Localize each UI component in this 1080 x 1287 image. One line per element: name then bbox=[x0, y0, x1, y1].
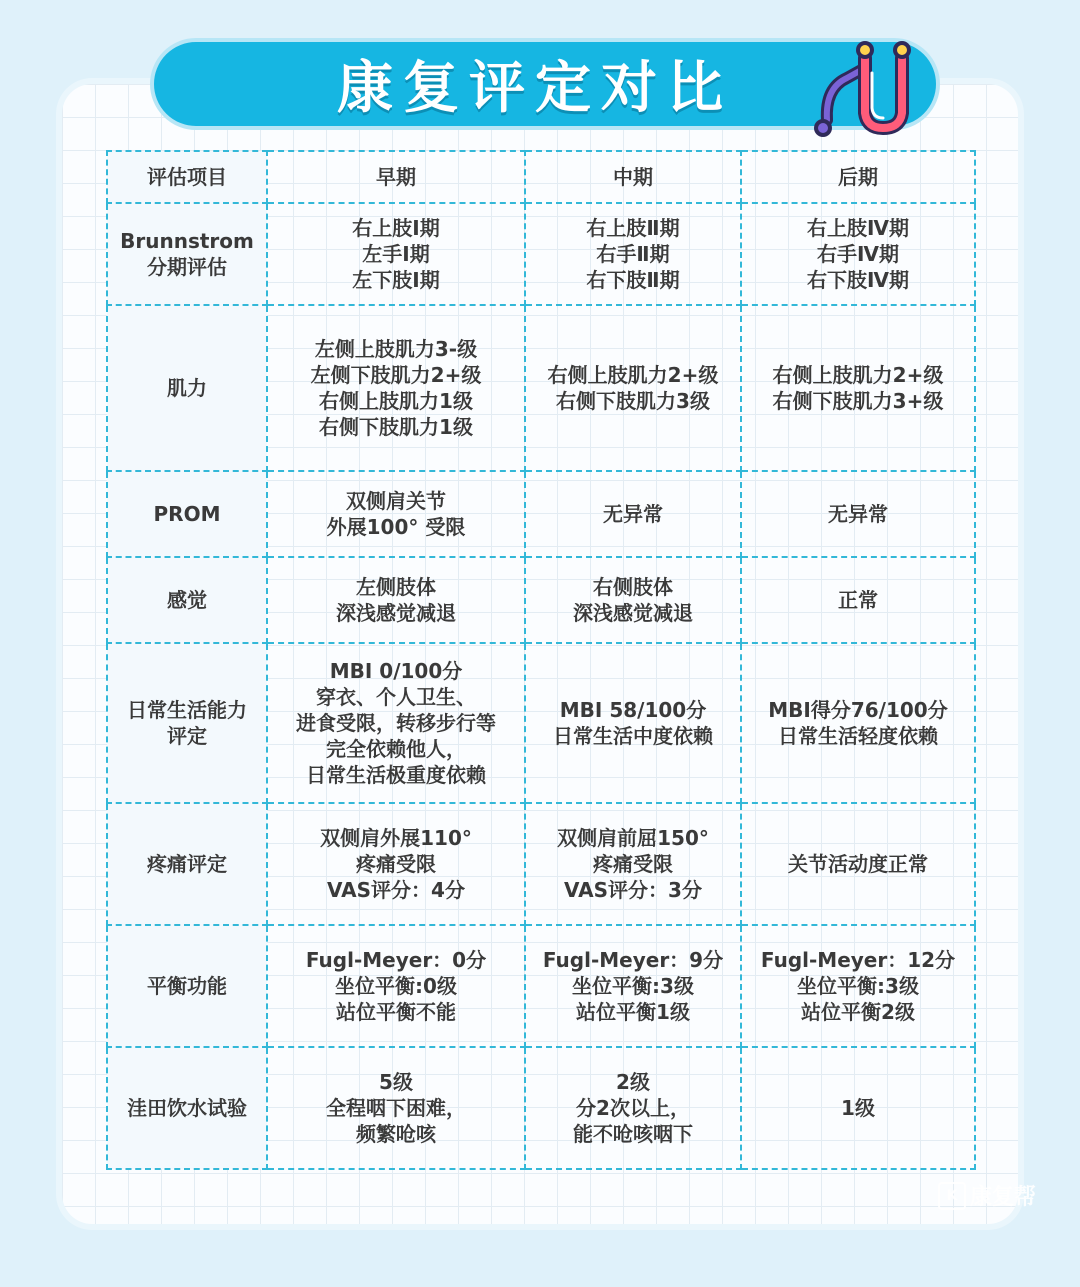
cell-line: 2级 bbox=[616, 1070, 650, 1094]
cell-line: MBI 0/100分 bbox=[329, 659, 463, 683]
row-label-line: 疼痛评定 bbox=[147, 852, 227, 876]
header-row bbox=[107, 151, 975, 203]
cell-line: 坐位平衡:0级 bbox=[335, 974, 457, 998]
table-cell bbox=[741, 557, 975, 643]
row-label-line: 感觉 bbox=[167, 588, 207, 612]
cell-line: 右侧下肢肌力3级 bbox=[556, 389, 710, 413]
cell-line: 1级 bbox=[841, 1096, 875, 1120]
cell-line: 右下肢Ⅱ期 bbox=[586, 268, 680, 292]
cell-line: 深浅感觉减退 bbox=[573, 601, 693, 625]
cell-line: Fugl-Meyer：12分 bbox=[760, 948, 956, 972]
cell-line: 频繁呛咳 bbox=[356, 1122, 436, 1146]
row-label-line: Brunnstrom bbox=[120, 229, 254, 253]
row-label bbox=[107, 925, 267, 1047]
table-cell bbox=[525, 203, 741, 305]
table-cell bbox=[741, 803, 975, 925]
watermark bbox=[938, 1180, 1036, 1211]
table-cell bbox=[267, 803, 525, 925]
cell-line: 右下肢Ⅳ期 bbox=[807, 268, 909, 292]
cell-line: 右侧上肢肌力2+级 bbox=[547, 363, 719, 387]
table-cell bbox=[267, 557, 525, 643]
table-row bbox=[107, 1047, 975, 1169]
table-row bbox=[107, 305, 975, 471]
table-cell bbox=[525, 803, 741, 925]
cell-line: 疼痛受限 bbox=[356, 852, 436, 876]
row-label bbox=[107, 557, 267, 643]
row-label-line: 肌力 bbox=[167, 376, 207, 400]
cell-line: 分2次以上， bbox=[576, 1096, 690, 1120]
cell-line: 右手Ⅳ期 bbox=[817, 242, 899, 266]
table-cell bbox=[267, 203, 525, 305]
table-cell bbox=[267, 643, 525, 803]
row-label-line: 分期评估 bbox=[147, 255, 227, 279]
cell-line: 双侧肩前屈150° bbox=[557, 826, 709, 850]
cell-line: Fugl-Meyer：0分 bbox=[305, 948, 487, 972]
cell-line: 左侧上肢肌力3-级 bbox=[314, 337, 478, 361]
cell-line: 坐位平衡:3级 bbox=[797, 974, 919, 998]
table-cell bbox=[267, 1047, 525, 1169]
cell-line: 进食受限，转移步行等 bbox=[296, 711, 496, 735]
table-cell bbox=[267, 305, 525, 471]
cell-line: 右侧下肢肌力1级 bbox=[319, 415, 473, 439]
cell-line: 左手Ⅰ期 bbox=[362, 242, 430, 266]
cell-line: 右侧上肢肌力1级 bbox=[319, 389, 473, 413]
cell-line: 外展100° 受限 bbox=[326, 515, 466, 539]
cell-line: 左侧下肢肌力2+级 bbox=[310, 363, 482, 387]
cell-line: 穿衣、个人卫生、 bbox=[316, 685, 476, 709]
header-cell-early: 早期 bbox=[267, 151, 525, 203]
table-cell bbox=[525, 925, 741, 1047]
cell-line: 正常 bbox=[838, 588, 878, 612]
header-cell-late: 后期 bbox=[741, 151, 975, 203]
cell-line: MBI 58/100分 bbox=[559, 698, 707, 722]
table-cell bbox=[525, 557, 741, 643]
table-cell bbox=[525, 1047, 741, 1169]
cell-line: 站位平衡1级 bbox=[576, 1000, 690, 1024]
cell-line: 右手Ⅱ期 bbox=[596, 242, 670, 266]
table-cell bbox=[267, 471, 525, 557]
row-label bbox=[107, 203, 267, 305]
row-label bbox=[107, 803, 267, 925]
cell-line: 右侧下肢肌力3+级 bbox=[772, 389, 944, 413]
table-cell bbox=[525, 305, 741, 471]
cell-line: VAS评分：3分 bbox=[564, 878, 702, 902]
row-label-line: 日常生活能力 bbox=[127, 698, 247, 722]
cell-line: 无异常 bbox=[603, 502, 663, 526]
row-label-line: 评定 bbox=[167, 724, 207, 748]
row-label bbox=[107, 1047, 267, 1169]
page-title: 康复评定对比 bbox=[337, 56, 733, 121]
table-row bbox=[107, 925, 975, 1047]
row-label-line: PROM bbox=[153, 502, 221, 526]
table-cell bbox=[525, 471, 741, 557]
cell-line: MBI得分76/100分 bbox=[768, 698, 948, 722]
cell-line: 左侧肢体 bbox=[356, 575, 436, 599]
assessment-table bbox=[106, 150, 976, 1170]
table-row bbox=[107, 643, 975, 803]
cell-line: 完全依赖他人， bbox=[326, 737, 466, 761]
cell-line: 日常生活极重度依赖 bbox=[306, 763, 486, 787]
table-cell bbox=[741, 471, 975, 557]
cell-line: 深浅感觉减退 bbox=[336, 601, 456, 625]
row-label bbox=[107, 643, 267, 803]
row-label-line: 洼田饮水试验 bbox=[127, 1096, 247, 1120]
table-row bbox=[107, 471, 975, 557]
cell-line: 右上肢Ⅳ期 bbox=[807, 216, 909, 240]
table-cell bbox=[267, 925, 525, 1047]
cell-line: 右上肢Ⅱ期 bbox=[586, 216, 680, 240]
cell-line: 左下肢Ⅰ期 bbox=[352, 268, 440, 292]
cell-line: 站位平衡不能 bbox=[336, 1000, 456, 1024]
cell-line: Fugl-Meyer：9分 bbox=[542, 948, 724, 972]
cell-line: 日常生活轻度依赖 bbox=[778, 724, 938, 748]
table-row bbox=[107, 557, 975, 643]
cell-line: 关节活动度正常 bbox=[788, 852, 928, 876]
table-cell bbox=[741, 305, 975, 471]
row-label bbox=[107, 471, 267, 557]
watermark-logo-icon: K bbox=[938, 1182, 966, 1210]
cell-line: 坐位平衡:3级 bbox=[572, 974, 694, 998]
cell-line: 双侧肩外展110° bbox=[320, 826, 472, 850]
cell-line: 右侧肢体 bbox=[593, 575, 673, 599]
cell-line: 疼痛受限 bbox=[593, 852, 673, 876]
table-cell bbox=[525, 643, 741, 803]
cell-line: 右上肢Ⅰ期 bbox=[352, 216, 440, 240]
table-cell bbox=[741, 1047, 975, 1169]
table-row bbox=[107, 203, 975, 305]
header-cell-item: 评估项目 bbox=[107, 151, 267, 203]
watermark-text: 康复帮 bbox=[970, 1185, 1037, 1210]
cell-line: 站位平衡2级 bbox=[801, 1000, 915, 1024]
table-cell bbox=[741, 203, 975, 305]
row-label bbox=[107, 305, 267, 471]
cell-line: 双侧肩关节 bbox=[346, 489, 446, 513]
cell-line: 全程咽下困难， bbox=[326, 1096, 466, 1120]
cell-line: 右侧上肢肌力2+级 bbox=[772, 363, 944, 387]
table-cell bbox=[741, 925, 975, 1047]
table-cell bbox=[741, 643, 975, 803]
cell-line: VAS评分：4分 bbox=[327, 878, 465, 902]
row-label-line: 平衡功能 bbox=[147, 974, 227, 998]
cell-line: 日常生活中度依赖 bbox=[553, 724, 713, 748]
header-cell-middle: 中期 bbox=[525, 151, 741, 203]
cell-line: 5级 bbox=[379, 1070, 413, 1094]
cell-line: 能不呛咳咽下 bbox=[573, 1122, 693, 1146]
stethoscope-icon bbox=[805, 28, 930, 143]
cell-line: 无异常 bbox=[828, 502, 888, 526]
table-row bbox=[107, 803, 975, 925]
